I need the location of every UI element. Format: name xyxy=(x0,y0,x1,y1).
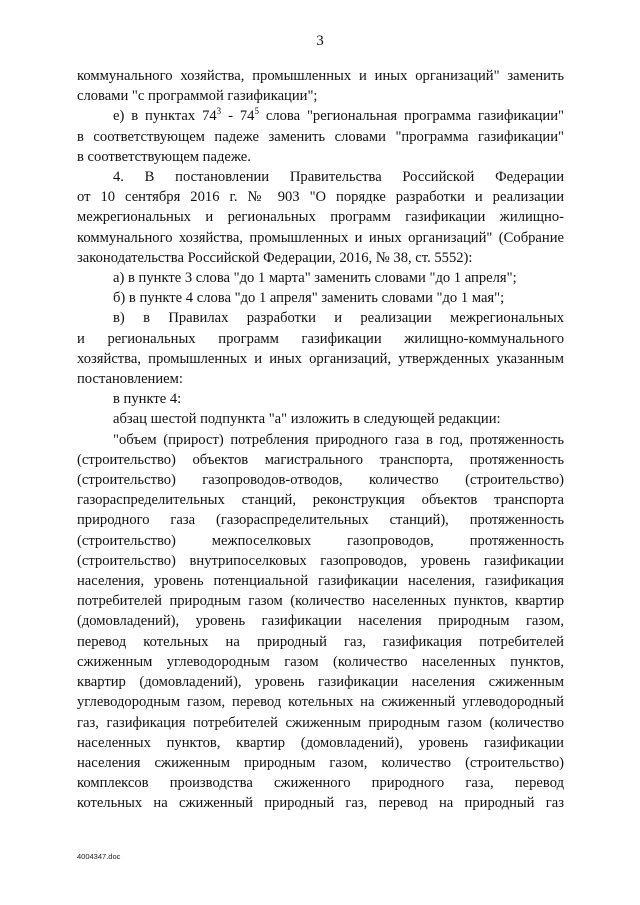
text-line: газораспределительных станций, реконструкция объектов транспорта xyxy=(77,492,564,509)
text-line xyxy=(77,106,564,126)
text-line: и региональных программ газификации жилищно-коммунального xyxy=(77,330,564,347)
text-line: 4. В постановлении Правительства Российской Федерации xyxy=(113,169,564,186)
text-line: в пункте 4: xyxy=(113,391,182,408)
superscript: 5 xyxy=(254,106,259,117)
text-line: углеводородным газом, перевод котельных на сжиженный углеводородный xyxy=(77,694,564,711)
text-line: населения, уровень потенциальной газификации населения, газификация xyxy=(77,573,564,590)
text-line: газ, газификация потребителей сжиженным природным газом (количество xyxy=(77,714,564,731)
text-line: квартир (домовладений), уровень газификации населения сжиженным xyxy=(77,674,564,691)
text-line: сжиженным углеводородным газом (количество населенных пунктов, xyxy=(77,653,564,670)
text-line: коммунального хозяйства, промышленных и иных организаций" заменить xyxy=(77,68,564,84)
text-line: (строительство) газопроводов-отводов, количество (строительство) xyxy=(77,472,564,489)
text-line: б) в пункте 4 слова "до 1 апреля" заменить словами "до 1 мая"; xyxy=(113,290,505,307)
text-line: межрегиональных и региональных программ газификации жилищно- xyxy=(77,209,564,226)
text-line: законодательства Российской Федерации, 2016, № 38, ст. 5552): xyxy=(77,249,473,266)
text-line: а) в пункте 3 слова "до 1 марта" заменить словами "до 1 апреля"; xyxy=(113,270,517,287)
text-line: перевод котельных на природный газ, газификация потребителей xyxy=(77,633,564,650)
text-line: в соответствующем падеже. xyxy=(77,148,251,165)
text-line: коммунального хозяйства, промышленных и иных организаций" (Собрание xyxy=(77,229,564,246)
text-run: слова "региональная программа газификации" xyxy=(258,108,564,125)
text-line: "объем (прирост) потребления природного газа в год, протяженность xyxy=(113,431,564,448)
text-run: е) в пунктах 74 xyxy=(113,108,217,125)
text-line: абзац шестой подпункта "а" изложить в следующей редакции: xyxy=(113,411,501,428)
text-line: словами "с программой газификации"; xyxy=(77,88,318,105)
text-line: населенных пунктов, квартир (домовладений), уровень газификации xyxy=(77,734,564,751)
text-line: постановлением: xyxy=(77,371,183,388)
text-line: природного газа (газораспределительных станций), протяженность xyxy=(77,512,564,529)
text-line: (строительство) объектов магистрального транспорта, протяженность xyxy=(77,451,564,468)
text-run: - 74 xyxy=(221,108,255,125)
text-line: (строительство) межпоселковых газопроводов, протяженность xyxy=(77,532,564,549)
text-line: комплексов производства сжиженного природного газа, перевод xyxy=(77,775,564,792)
page-number: 3 xyxy=(316,33,324,49)
text-line: котельных на сжиженный природный газ, перевод на природный газ xyxy=(77,795,564,812)
file-name-footer: 4004347.doc xyxy=(77,852,121,861)
text-line: в) в Правилах разработки и реализации межрегиональных xyxy=(113,310,564,327)
text-line: от 10 сентября 2016 г. № 903 "О порядке разработки и реализации xyxy=(77,189,564,206)
text-line: хозяйства, промышленных и иных организаций, утвержденных указанным xyxy=(77,350,564,367)
document-body xyxy=(77,66,564,814)
text-line: (домовладений), уровень газификации населения природным газом, xyxy=(77,613,564,630)
text-line: населения сжиженным природным газом, количество (строительство) xyxy=(77,754,564,771)
text-line: (строительство) внутрипоселковых газопроводов, уровень газификации xyxy=(77,552,564,569)
text-line: в соответствующем падеже заменить словами "программа газификации" xyxy=(77,128,564,145)
superscript: 3 xyxy=(216,106,222,117)
text-line: потребителей природным газом (количество населенных пунктов, квартир xyxy=(77,593,564,610)
